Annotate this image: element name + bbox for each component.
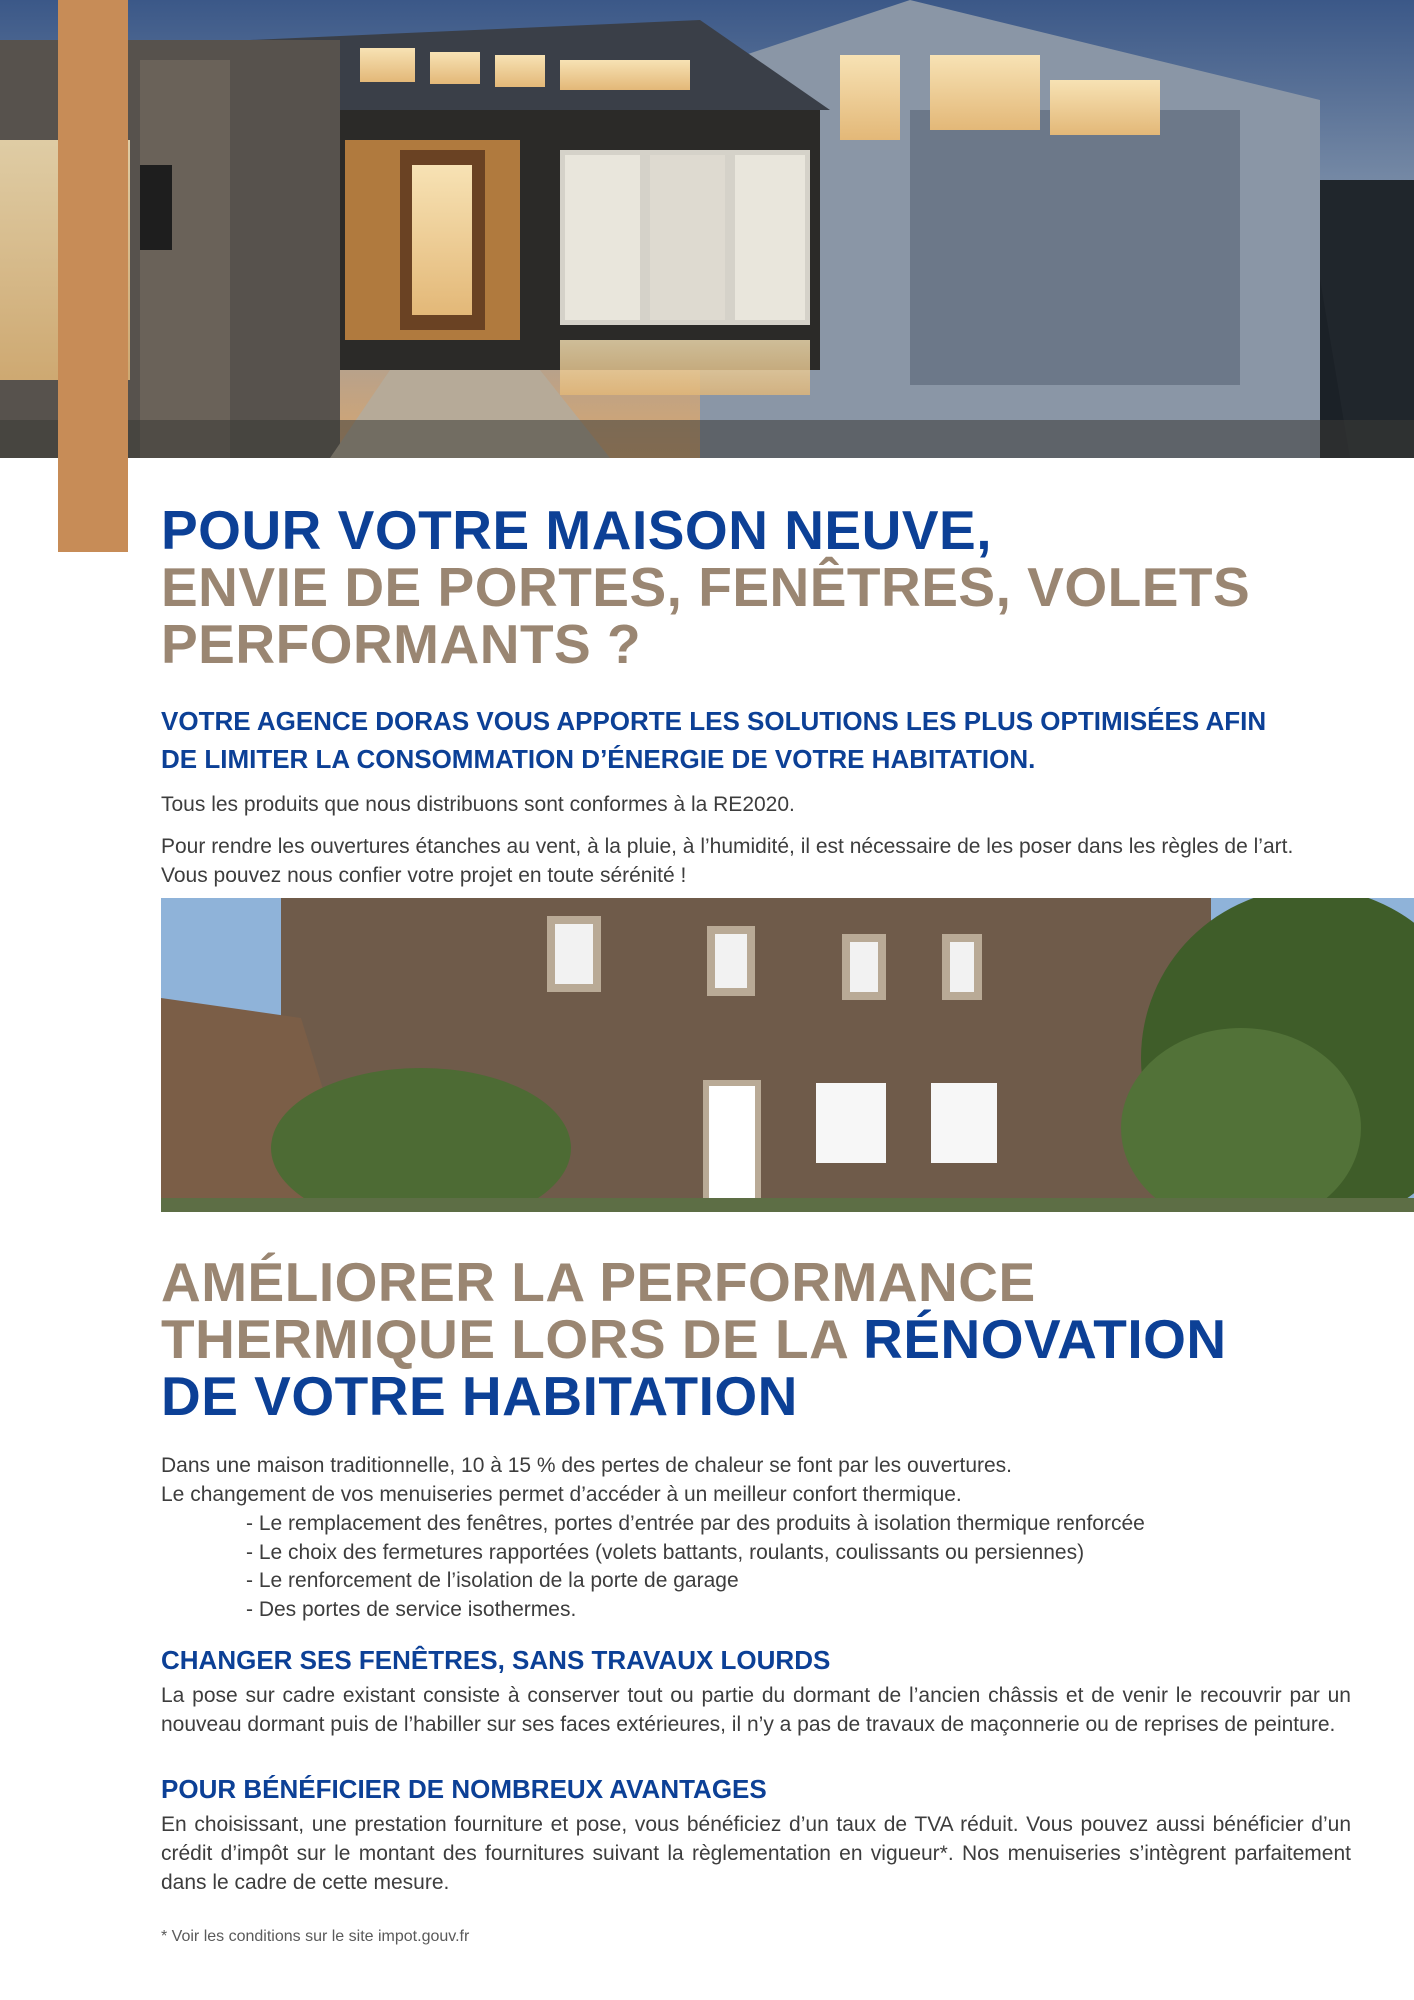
section1-paragraph-2 — [161, 832, 1351, 890]
heading-avantages: POUR BÉNÉFICIER DE NOMBREUX AVANTAGES — [161, 1774, 767, 1804]
stone-house-illustration — [161, 898, 1414, 1212]
section2-title-line1: AMÉLIORER LA PERFORMANCE — [161, 1251, 1036, 1313]
section1-title-line1: POUR VOTRE MAISON NEUVE, — [161, 499, 992, 561]
paragraph-avantages: En choisissant, une prestation fourniture et pose, vous bénéficiez d’un taux de TVA réduit. Vous pouvez aussi bénéficier d’un crédit d’impôt sur le montant des fournitures suivant la règlementation en vigueur*. Nos menuiseries s’intègrent parfaitement dans le cadre de cette mesure. — [161, 1813, 1351, 1894]
paragraph-pose-cadre: La pose sur cadre existant consiste à conserver tout ou partie du dormant de l’ancien châssis et de venir le recouvrir par un nouveau dormant puis de l’habiller sur ses faces extérieures, il n’y a pas de travaux de maçonnerie ou de reprises de peinture. — [161, 1684, 1351, 1736]
section1-title-line3: PERFORMANTS ? — [161, 613, 642, 675]
section2-title-line2-part2: RÉNOVATION — [863, 1308, 1227, 1370]
list-item: - Le renforcement de l’isolation de la porte de garage — [246, 1569, 739, 1592]
section1-paragraph-2-line2: Vous pouvez nous confier votre projet en toute sérénité ! — [161, 864, 687, 887]
heading-changer-fenetres: CHANGER SES FENÊTRES, SANS TRAVAUX LOURDS — [161, 1645, 831, 1675]
section2-title — [161, 1251, 1361, 1427]
stone-house-image — [161, 898, 1414, 1212]
section1-subtitle-line1: VOTRE AGENCE DORAS VOUS APPORTE LES SOLUTIONS LES PLUS OPTIMISÉES AFIN — [161, 706, 1267, 736]
section2-title-line3: DE VOTRE HABITATION — [161, 1365, 798, 1427]
section2-intro-line1: Dans une maison traditionnelle, 10 à 15 % des pertes de chaleur se font par les ouvertures. — [161, 1454, 1013, 1477]
section2-intro-line2: Le changement de vos menuiseries permet d’accéder à un meilleur confort thermique. — [161, 1482, 962, 1506]
section2-title-line2 — [161, 1308, 1361, 1370]
section2-intro — [161, 1452, 1351, 1509]
accent-bar — [58, 0, 128, 552]
section1-subtitle — [161, 702, 1361, 778]
section1-paragraph-2-line1: Pour rendre les ouvertures étanches au vent, à la pluie, à l’humidité, il est nécessaire de les poser dans les règles de l’art. — [161, 835, 1294, 858]
section1-subtitle-line2: DE LIMITER LA CONSOMMATION D’ÉNERGIE DE VOTRE HABITATION. — [161, 744, 1036, 774]
list-item: - Des portes de service isothermes. — [246, 1597, 577, 1621]
list-item: - Le choix des fermetures rapportées (volets battants, roulants, coulissants ou persiennes) — [246, 1540, 1085, 1564]
benefits-list — [246, 1510, 1346, 1624]
section1-title — [161, 499, 1361, 675]
section1-paragraph-1: Tous les produits que nous distribuons sont conformes à la RE2020. — [161, 793, 795, 816]
footnote: * Voir les conditions sur le site impot.gouv.fr — [161, 1928, 470, 1945]
section1-title-line2: ENVIE DE PORTES, FENÊTRES, VOLETS — [161, 556, 1251, 618]
list-item: - Le remplacement des fenêtres, portes d’entrée par des produits à isolation thermique renforcée — [246, 1512, 1145, 1535]
modern-house-illustration — [0, 0, 1414, 458]
hero-image — [0, 0, 1414, 458]
section2-title-line2-part1: THERMIQUE LORS DE LA — [161, 1308, 864, 1370]
